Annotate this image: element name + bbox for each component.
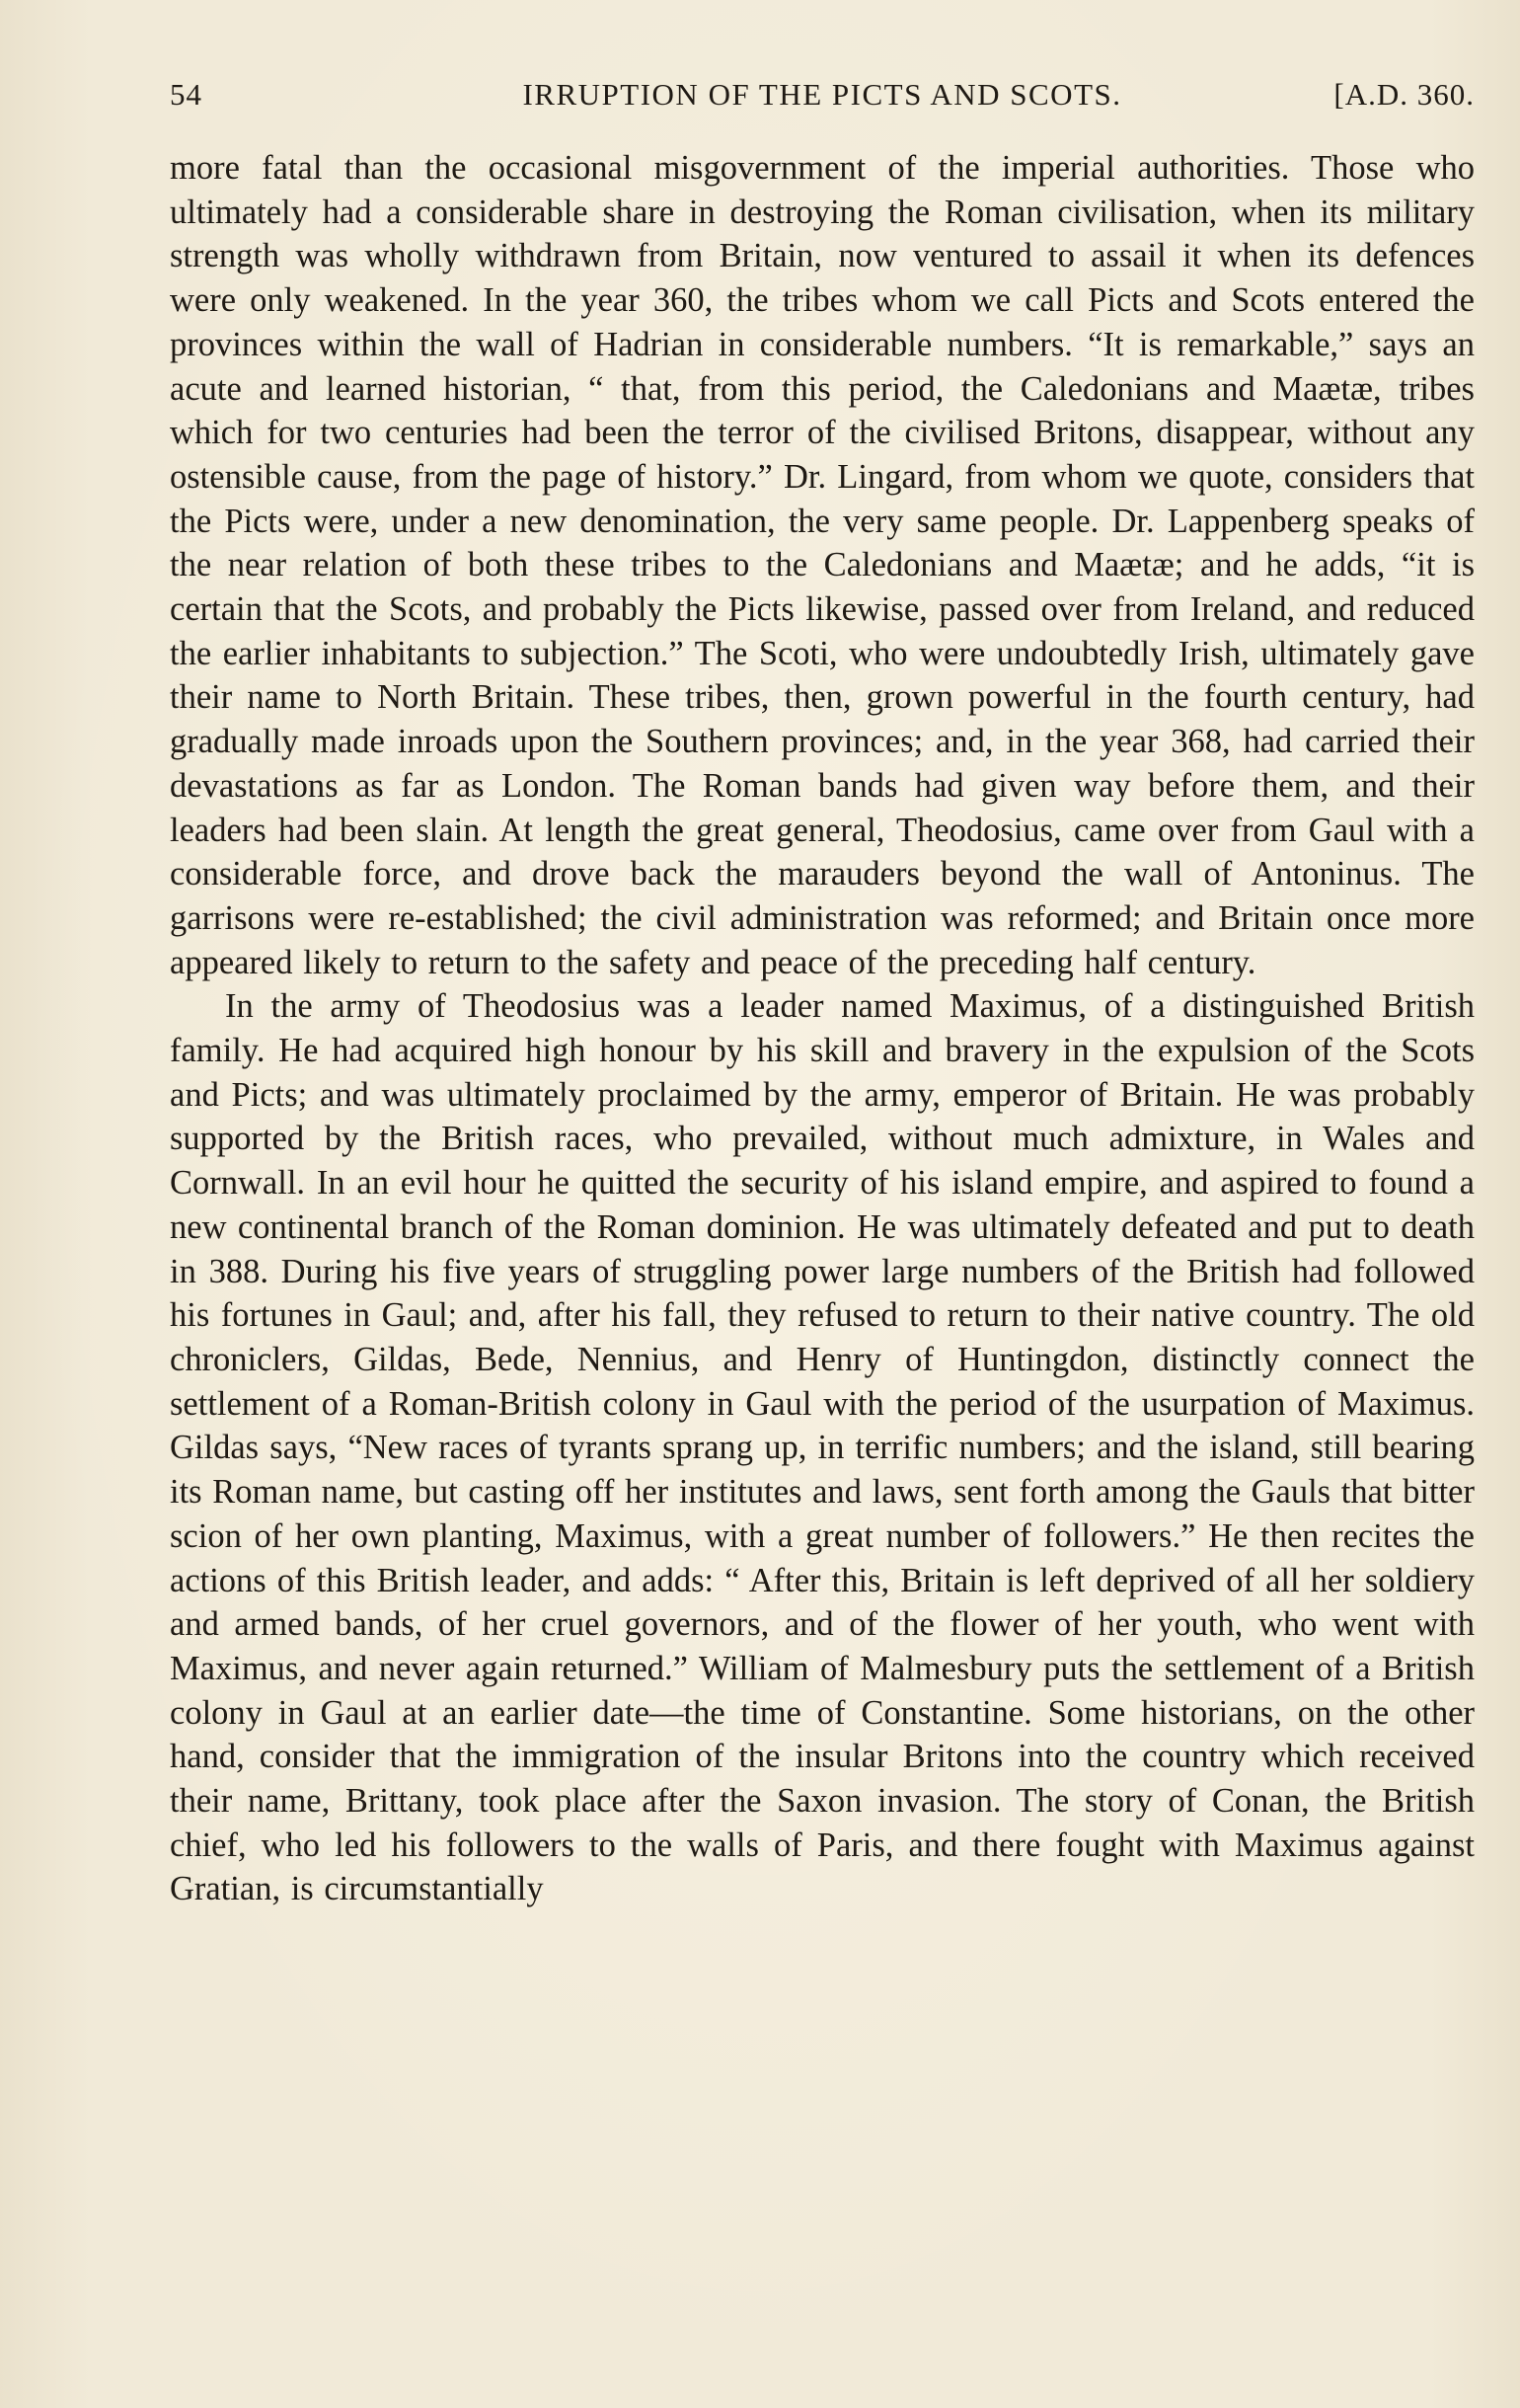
running-head [170, 71, 1475, 120]
running-title: IRRUPTION OF THE PICTS AND SCOTS. [522, 77, 1122, 112]
running-date: [A.D. 360. [1333, 77, 1475, 112]
paragraph-maximus: In the army of Theodosius was a leader named Maximus, of a distinguished British family. He had acquired high honour by his skill and bravery in the expulsion of the Scots and Picts; and was ultimately proclaimed by the army, emperor of Britain. He was probably supported by the British races, who prevailed, without much admixture, in Wales and Cornwall. In an evil hour he quitted the security of his island empire, and aspired to found a new continental branch of the Roman dominion. He was ultimately defeated and put to death in 388. During his five years of struggling power large numbers of the British had followed his fortunes in Gaul; and, after his fall, they refused to return to their native country. The old chroniclers, Gildas, Bede, Nennius, and Henry of Huntingdon, distinctly connect the settlement of a Roman-British colony in Gaul with the period of the usurpation of Maximus. Gildas says, “New races of tyrants sprang up, in terrific numbers; and the island, still bearing its Roman name, but casting off her institutes and laws, sent forth among the Gauls that bitter scion of her own planting, Maximus, with a great number of followers.” He then recites the actions of this British leader, and adds: “ After this, Britain is left deprived of all her soldiery and armed bands, of her cruel governors, and of the flower of her youth, who went with Maximus, and never again returned.” William of Malmesbury puts the settlement of a British colony in Gaul at an earlier date—the time of Constantine. Some historians, on the other hand, consider that the immigration of the insular Britons into the country which received their name, Brittany, took place after the Saxon invasion. The story of Conan, the British chief, who led his followers to the walls of Paris, and there fought with Maximus against Gratian, is circumstantially [170, 987, 1475, 1908]
body-text [170, 146, 1475, 1911]
page-number: 54 [170, 77, 202, 112]
paragraph-continued: more fatal than the occasional misgovernment of the imperial authorities. Those who ultimately had a considerable share in destroying the Roman civilisation, when its military strength was wholly withdrawn from Britain, now ventured to assail it when its defences were only weakened. In the year 360, the tribes whom we call Picts and Scots entered the provinces within the wall of Hadrian in considerable numbers. “It is remarkable,” says an acute and learned historian, “ that, from this period, the Caledonians and Maætæ, tribes which for two centuries had been the terror of the civilised Britons, disappear, without any ostensible cause, from the page of history.” Dr. Lingard, from whom we quote, considers that the Picts were, under a new denomination, the very same people. Dr. Lappenberg speaks of the near relation of both these tribes to the Caledonians and Maætæ; and he adds, “it is certain that the Scots, and probably the Picts likewise, passed over from Ireland, and reduced the earlier inhabitants to subjection.” The Scoti, who were undoubtedly Irish, ultimately gave their name to North Britain. These tribes, then, grown powerful in the fourth century, had gradually made inroads upon the Southern provinces; and, in the year 368, had carried their devastations as far as London. The Roman bands had given way before them, and their leaders had been slain. At length the great general, Theodosius, came over from Gaul with a considerable force, and drove back the marauders beyond the wall of Antoninus. The garrisons were re-established; the civil administration was reformed; and Britain once more appeared likely to return to the safety and peace of the preceding half century. [170, 149, 1475, 981]
